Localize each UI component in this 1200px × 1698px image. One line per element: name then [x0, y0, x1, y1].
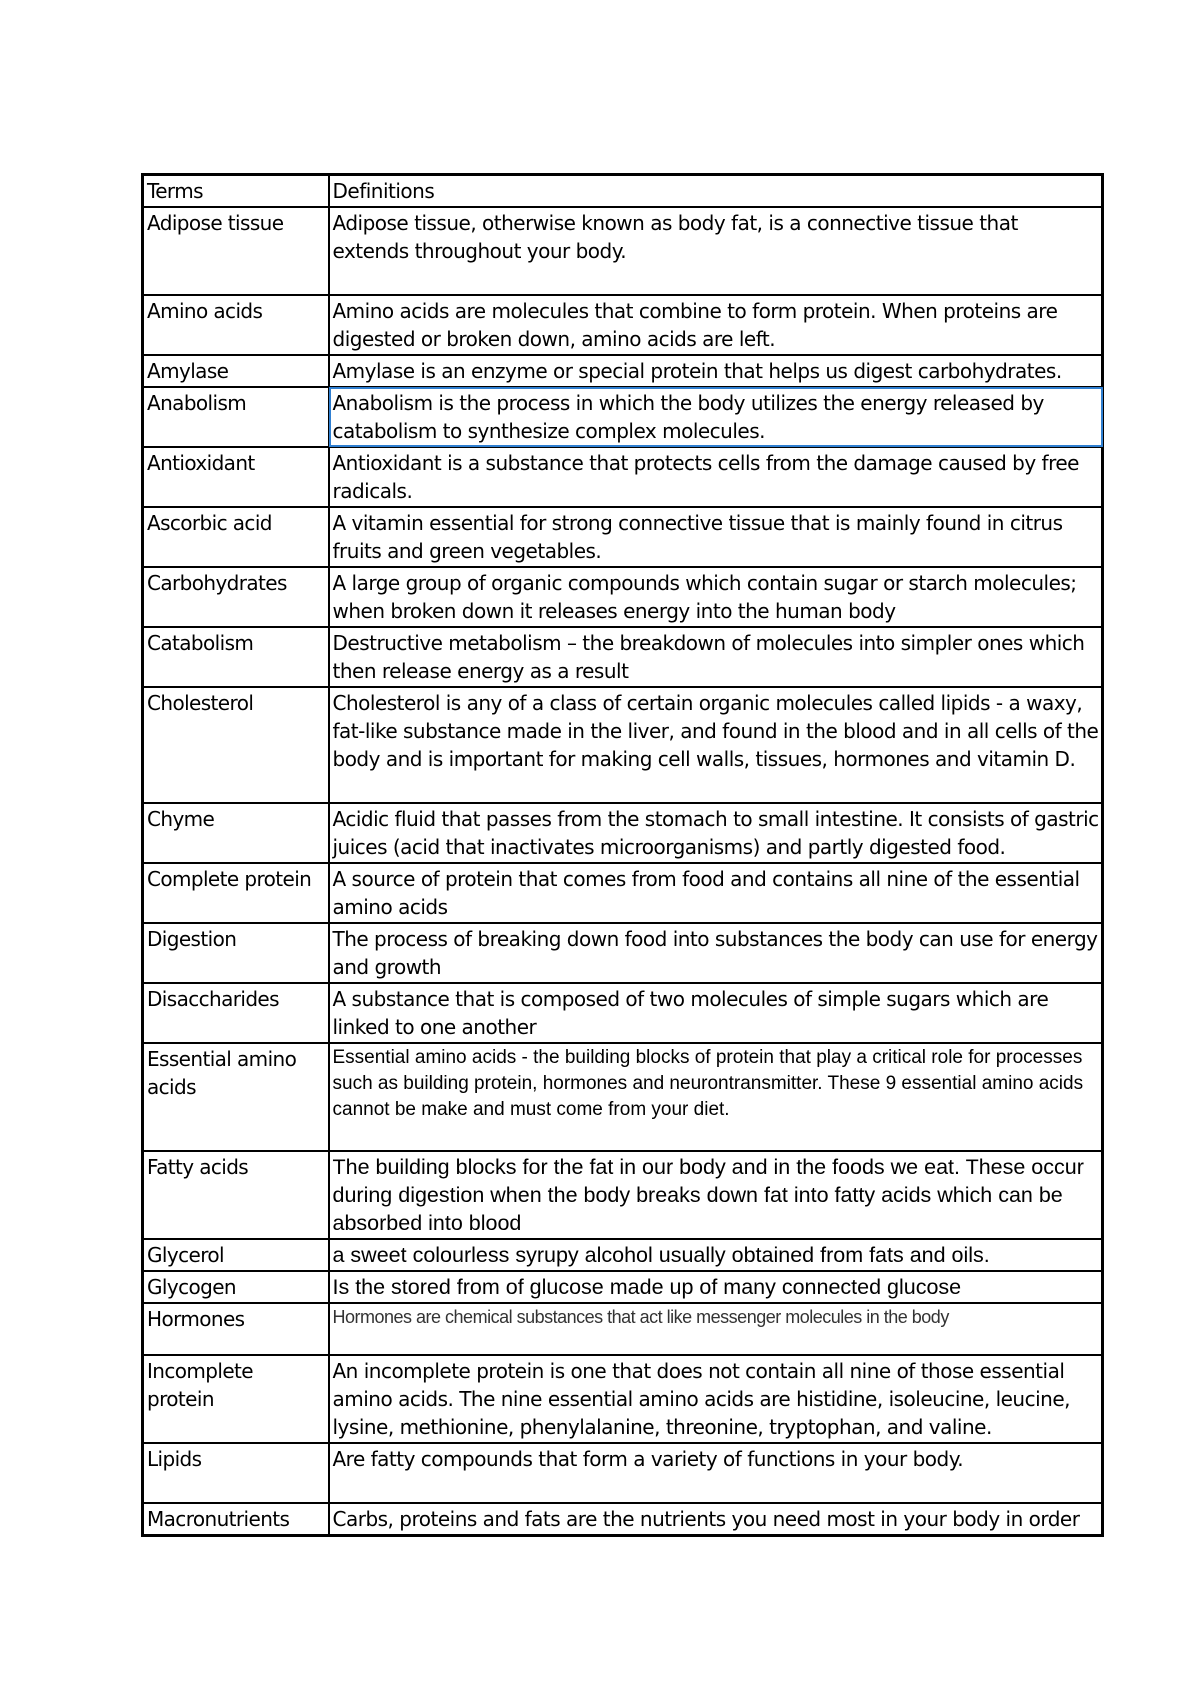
- table-row: [143, 387, 1103, 447]
- table-row: [143, 207, 1103, 295]
- table-row: [143, 687, 1103, 803]
- table-row: [143, 1355, 1103, 1443]
- definition-cell[interactable]: a sweet colourless syrupy alcohol usually obtained from fats and oils.: [329, 1239, 1103, 1271]
- term-cell[interactable]: Cholesterol: [143, 687, 329, 803]
- table-row: [143, 1151, 1103, 1239]
- term-cell[interactable]: Chyme: [143, 803, 329, 863]
- definition-cell[interactable]: A large group of organic compounds which contain sugar or starch molecules; when broken down it releases energy into the human body: [329, 567, 1103, 627]
- definition-cell[interactable]: Acidic fluid that passes from the stomach to small intestine. It consists of gastric juices (acid that inactivates microorganisms) and partly digested food.: [329, 803, 1103, 863]
- definition-cell[interactable]: Amylase is an enzyme or special protein that helps us digest carbohydrates.: [329, 355, 1103, 387]
- definition-cell[interactable]: Carbs, proteins and fats are the nutrients you need most in your body in order: [329, 1503, 1103, 1536]
- definition-cell[interactable]: Amino acids are molecules that combine to form protein. When proteins are digested or broken down, amino acids are left.: [329, 295, 1103, 355]
- table-row: [143, 1239, 1103, 1271]
- definition-cell[interactable]: Destructive metabolism – the breakdown of molecules into simpler ones which then release energy as a result: [329, 627, 1103, 687]
- term-cell[interactable]: Glycogen: [143, 1271, 329, 1303]
- definition-cell[interactable]: Antioxidant is a substance that protects cells from the damage caused by free radicals.: [329, 447, 1103, 507]
- term-cell[interactable]: Glycerol: [143, 1239, 329, 1271]
- definition-cell[interactable]: Is the stored from of glucose made up of many connected glucose: [329, 1271, 1103, 1303]
- definition-cell[interactable]: Adipose tissue, otherwise known as body fat, is a connective tissue that extends throughout your body.: [329, 207, 1103, 295]
- term-cell[interactable]: Antioxidant: [143, 447, 329, 507]
- term-cell[interactable]: Adipose tissue: [143, 207, 329, 295]
- term-cell[interactable]: Lipids: [143, 1443, 329, 1503]
- term-cell[interactable]: Disaccharides: [143, 983, 329, 1043]
- table-row: [143, 355, 1103, 387]
- table-row: [143, 1271, 1103, 1303]
- definition-cell[interactable]: Hormones are chemical substances that act like messenger molecules in the body: [329, 1303, 1103, 1355]
- term-cell[interactable]: Catabolism: [143, 627, 329, 687]
- table-row: [143, 1503, 1103, 1536]
- definition-cell[interactable]: A vitamin essential for strong connective tissue that is mainly found in citrus fruits and green vegetables.: [329, 507, 1103, 567]
- table-row: [143, 983, 1103, 1043]
- term-cell[interactable]: Essential amino acids: [143, 1043, 329, 1151]
- table-row: [143, 507, 1103, 567]
- table-row: [143, 803, 1103, 863]
- definition-cell[interactable]: A substance that is composed of two molecules of simple sugars which are linked to one another: [329, 983, 1103, 1043]
- header-definitions: Definitions: [329, 175, 1103, 208]
- table-row: [143, 627, 1103, 687]
- definition-cell[interactable]: An incomplete protein is one that does not contain all nine of those essential amino acids. The nine essential amino acids are histidine, isoleucine, leucine, lysine, methionine, phenylalanine, threonine, tryptophan, and valine.: [329, 1355, 1103, 1443]
- definition-cell[interactable]: The process of breaking down food into substances the body can use for energy and growth: [329, 923, 1103, 983]
- table-row: [143, 567, 1103, 627]
- definition-cell[interactable]: Cholesterol is any of a class of certain organic molecules called lipids - a waxy, fat-like substance made in the liver, and found in the blood and in all cells of the body and is important for making cell walls, tissues, hormones and vitamin D.: [329, 687, 1103, 803]
- table-row: [143, 1303, 1103, 1355]
- term-cell[interactable]: Carbohydrates: [143, 567, 329, 627]
- definition-cell[interactable]: Are fatty compounds that form a variety of functions in your body.: [329, 1443, 1103, 1503]
- term-cell[interactable]: Hormones: [143, 1303, 329, 1355]
- table-row: [143, 923, 1103, 983]
- term-cell[interactable]: Digestion: [143, 923, 329, 983]
- table-row: [143, 295, 1103, 355]
- definition-cell[interactable]: Anabolism is the process in which the body utilizes the energy released by catabolism to synthesize complex molecules.: [329, 387, 1103, 447]
- term-cell[interactable]: Amylase: [143, 355, 329, 387]
- term-cell[interactable]: Anabolism: [143, 387, 329, 447]
- table-row: [143, 447, 1103, 507]
- table-row: [143, 1043, 1103, 1151]
- term-cell[interactable]: Ascorbic acid: [143, 507, 329, 567]
- term-cell[interactable]: Complete protein: [143, 863, 329, 923]
- glossary-table: [141, 173, 1104, 1537]
- definition-cell[interactable]: The building blocks for the fat in our body and in the foods we eat. These occur during digestion when the body breaks down fat into fatty acids which can be absorbed into blood: [329, 1151, 1103, 1239]
- definition-cell[interactable]: Essential amino acids - the building blocks of protein that play a critical role for processes such as building protein, hormones and neurontransmitter. These 9 essential amino acids cannot be make and must come from your diet.: [329, 1043, 1103, 1151]
- term-cell[interactable]: Fatty acids: [143, 1151, 329, 1239]
- table-header-row: [143, 175, 1103, 208]
- term-cell[interactable]: Incomplete protein: [143, 1355, 329, 1443]
- table-row: [143, 1443, 1103, 1503]
- term-cell[interactable]: Macronutrients: [143, 1503, 329, 1536]
- definition-cell[interactable]: A source of protein that comes from food and contains all nine of the essential amino acids: [329, 863, 1103, 923]
- term-cell[interactable]: Amino acids: [143, 295, 329, 355]
- table-row: [143, 863, 1103, 923]
- glossary-table-body: [143, 175, 1103, 1536]
- header-terms: Terms: [143, 175, 329, 208]
